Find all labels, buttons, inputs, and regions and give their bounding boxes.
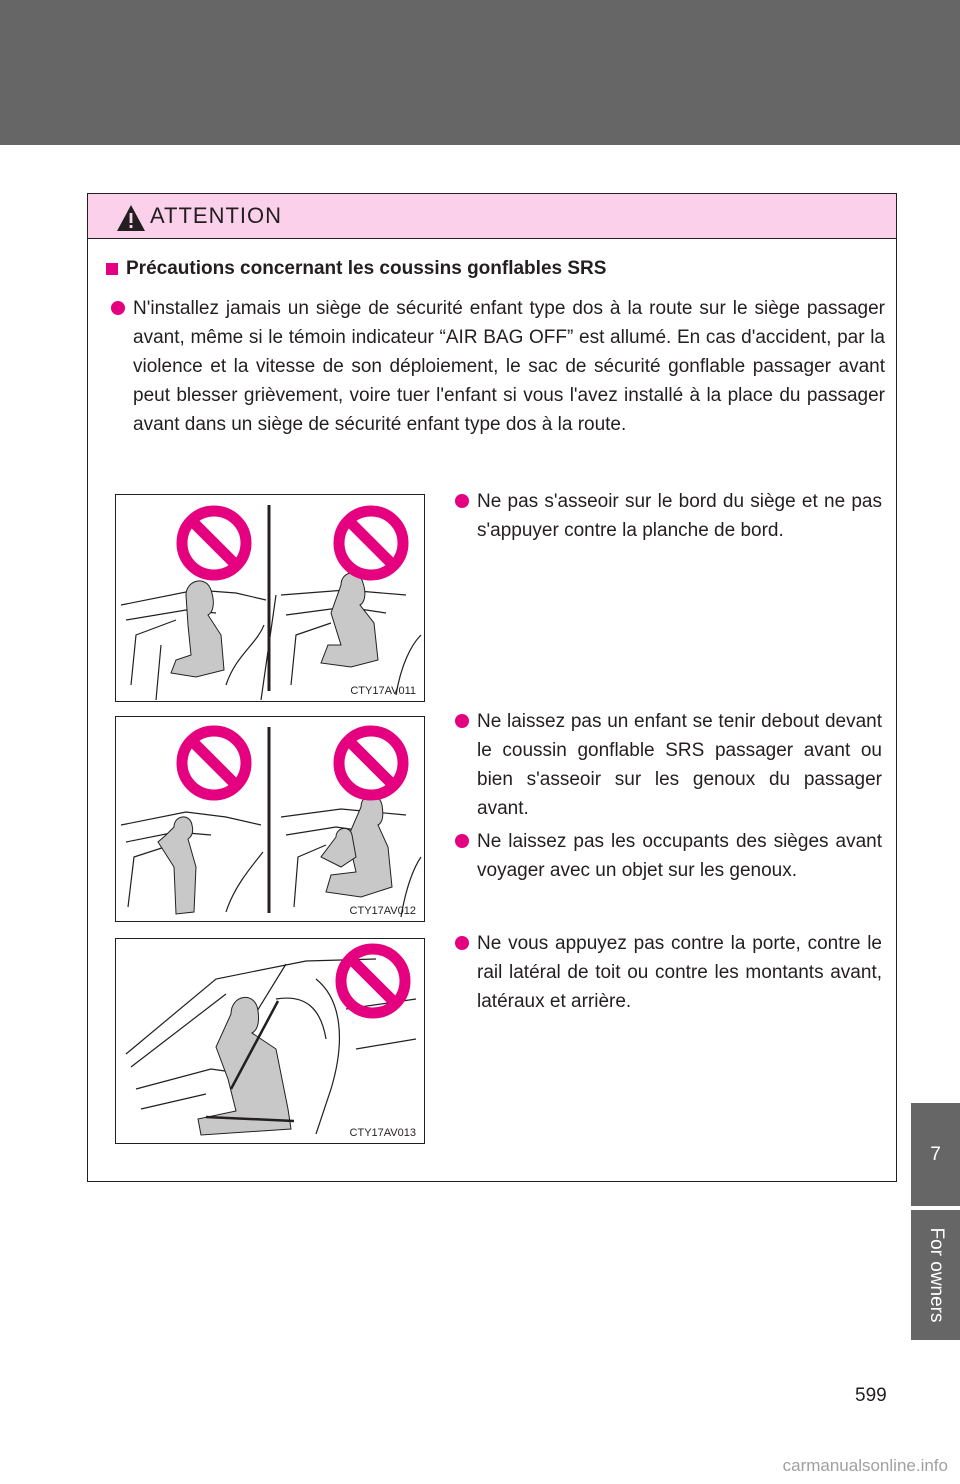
watermark: carmanualsonline.info <box>782 1456 948 1475</box>
section-heading-text: Précautions concernant les coussins gonflables SRS <box>126 258 607 279</box>
illustration-code: CTY17AV013 <box>349 1127 416 1139</box>
bullet-text: Ne laissez pas les occupants des sièges avant voyager avec un objet sur les genoux. <box>477 831 882 881</box>
page-number: 599 <box>855 1385 887 1406</box>
bullet-dot-icon <box>455 714 469 728</box>
illustration-leaning-door <box>115 938 425 1144</box>
illustration-leaning-forward <box>115 494 425 702</box>
bullet-item <box>477 827 882 885</box>
attention-box <box>87 193 897 1182</box>
chapter-label: For owners <box>925 1227 947 1323</box>
bullet-text: Ne pas s'asseoir sur le bord du siège et ne pas s'appuyer contre la planche de bord. <box>477 491 882 541</box>
bullet-text: Ne laissez pas un enfant se tenir debout devant le coussin gonflable SRS passager avant ou bien s'asseoir sur les genoux du passager avant. <box>477 711 882 819</box>
bullet-dot-icon <box>455 494 469 508</box>
illustration-code: CTY17AV011 <box>350 685 416 697</box>
top-band <box>0 0 960 145</box>
bullet-dot-icon <box>111 301 125 315</box>
bullet-dot-icon <box>455 936 469 950</box>
warning-triangle-icon <box>116 204 146 232</box>
bullet-item <box>133 294 885 439</box>
bullet-text: N'installez jamais un siège de sécurité enfant type dos à la route sur le siège passager avant, même si le témoin indicateur “AIR BAG OFF” est allumé. En cas d'accident, par la violence et la vitesse de son déploiement, le sac de sécurité gonflable passager avant peut blesser grièvement, voire tuer l'enfant si vous l'avez installé à la place du passager avant dans un siège de sécurité enfant type dos à la route. <box>133 298 885 435</box>
illustration-child-front <box>115 716 425 922</box>
chapter-number-tab <box>911 1103 960 1206</box>
attention-header <box>88 194 896 239</box>
section-heading <box>106 258 606 280</box>
attention-title: ATTENTION <box>150 203 283 228</box>
bullet-item <box>477 929 882 1016</box>
bullet-dot-icon <box>455 834 469 848</box>
illustration-drawing <box>116 495 424 701</box>
illustration-code: CTY17AV012 <box>349 905 416 917</box>
illustration-drawing <box>116 717 424 921</box>
square-bullet-icon <box>106 263 118 275</box>
bullet-item <box>477 707 882 823</box>
illustration-drawing <box>116 939 424 1143</box>
bullet-text: Ne vous appuyez pas contre la porte, contre le rail latéral de toit ou contre les montants avant, latéraux et arrière. <box>477 933 882 1012</box>
chapter-label-tab <box>911 1210 960 1340</box>
chapter-number: 7 <box>930 1143 941 1165</box>
bullet-item <box>477 487 882 545</box>
